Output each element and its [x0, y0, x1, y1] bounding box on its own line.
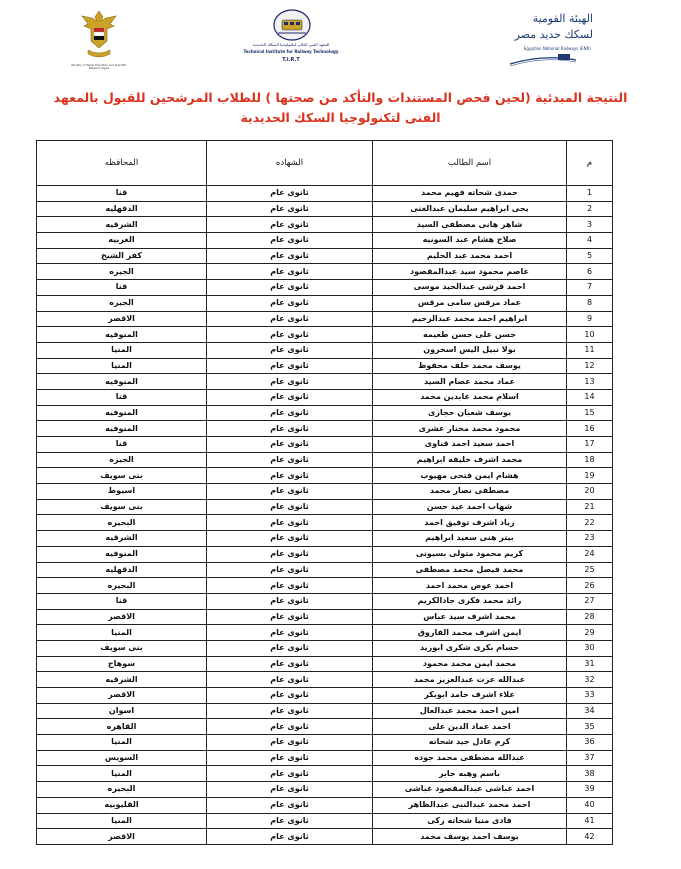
governorate-cell: قنا [37, 389, 207, 405]
certificate-cell: ثانوى عام [207, 484, 373, 500]
student-name-cell: احمد قرشى عبدالحيد موسى [373, 280, 567, 296]
table-row [37, 797, 613, 813]
table-row [37, 750, 613, 766]
certificate-cell: ثانوى عام [207, 640, 373, 656]
student-name-cell: محمد فيصل محمد مصطفى [373, 562, 567, 578]
table-row [37, 546, 613, 562]
student-name-cell: ايمن اشرف محمد الفاروق [373, 625, 567, 641]
table-row [37, 640, 613, 656]
governorate-cell: قنا [37, 593, 207, 609]
certificate-cell: ثانوى عام [207, 766, 373, 782]
certificate-cell: ثانوى عام [207, 468, 373, 484]
row-number-cell: 24 [567, 546, 613, 562]
row-number-cell: 35 [567, 719, 613, 735]
table-row [37, 656, 613, 672]
certificate-cell: ثانوى عام [207, 374, 373, 390]
table-row [37, 421, 613, 437]
governorate-cell: كفر الشيخ [37, 248, 207, 264]
table-row [37, 233, 613, 249]
student-name-cell: زياد اشرف توفيق احمد [373, 515, 567, 531]
governorate-cell: قنا [37, 280, 207, 296]
table-row [37, 719, 613, 735]
row-number-cell: 40 [567, 797, 613, 813]
row-number-cell: 23 [567, 531, 613, 547]
certificate-cell: ثانوى عام [207, 797, 373, 813]
row-number-cell: 26 [567, 578, 613, 594]
row-number-cell: 41 [567, 813, 613, 829]
table-row [37, 672, 613, 688]
student-name-cell: محمد اشرف خليفه ابراهيم [373, 452, 567, 468]
certificate-cell: ثانوى عام [207, 295, 373, 311]
table-row [37, 688, 613, 704]
governorate-cell: البحيره [37, 515, 207, 531]
row-number-cell: 21 [567, 499, 613, 515]
row-number-cell: 34 [567, 703, 613, 719]
table-body [37, 186, 613, 845]
institute-abbreviation: T.I.R.T [282, 57, 300, 63]
row-number-cell: 8 [567, 295, 613, 311]
table-row [37, 813, 613, 829]
table-row [37, 201, 613, 217]
row-number-cell: 27 [567, 593, 613, 609]
certificate-cell: ثانوى عام [207, 813, 373, 829]
certificate-cell: ثانوى عام [207, 311, 373, 327]
certificate-cell: ثانوى عام [207, 719, 373, 735]
certificate-cell: ثانوى عام [207, 233, 373, 249]
governorate-cell: القاهره [37, 719, 207, 735]
row-number-cell: 12 [567, 358, 613, 374]
certificate-cell: ثانوى عام [207, 593, 373, 609]
governorate-cell: الدقهليه [37, 201, 207, 217]
certificate-cell: ثانوى عام [207, 750, 373, 766]
governorate-cell: المنوفيه [37, 405, 207, 421]
table-row [37, 703, 613, 719]
student-name-cell: احمد عماد الدين على [373, 719, 567, 735]
row-number-cell: 25 [567, 562, 613, 578]
row-number-cell: 30 [567, 640, 613, 656]
egypt-eagle-logo [68, 6, 130, 76]
governorate-cell: الاقصر [37, 311, 207, 327]
student-name-cell: عبدالله عزت عبدالعزيز محمد [373, 672, 567, 688]
table-row [37, 327, 613, 343]
table-row [37, 311, 613, 327]
row-number-cell: 14 [567, 389, 613, 405]
certificate-cell: ثانوى عام [207, 342, 373, 358]
student-name-cell: حسن على حسن طعيمه [373, 327, 567, 343]
governorate-cell: الاقصر [37, 829, 207, 845]
certificate-cell: ثانوى عام [207, 782, 373, 798]
governorate-cell: اسوان [37, 703, 207, 719]
table-row [37, 217, 613, 233]
row-number-cell: 11 [567, 342, 613, 358]
railway-authority-logo [488, 6, 593, 76]
certificate-cell: ثانوى عام [207, 499, 373, 515]
row-number-cell: 13 [567, 374, 613, 390]
header-governorate: المحافظه [37, 141, 207, 186]
student-name-cell: ابراهيم احمد محمد عبدالرحيم [373, 311, 567, 327]
governorate-cell: الجيزه [37, 264, 207, 280]
header-number: م [567, 141, 613, 186]
table-row [37, 405, 613, 421]
certificate-cell: ثانوى عام [207, 358, 373, 374]
certificate-cell: ثانوى عام [207, 578, 373, 594]
governorate-cell: سوهاج [37, 656, 207, 672]
governorate-cell: اسيوط [37, 484, 207, 500]
railway-logo-english: Egyptian National Railways (ENR) [523, 46, 591, 51]
row-number-cell: 31 [567, 656, 613, 672]
student-name-cell: اسلام محمد عابدين محمد [373, 389, 567, 405]
student-name-cell: محمود محمد مختار عشرى [373, 421, 567, 437]
certificate-cell: ثانوى عام [207, 829, 373, 845]
student-name-cell: احمد محمد عبدالنبى عبدالظاهر [373, 797, 567, 813]
institute-logo [232, 6, 350, 76]
table-row [37, 735, 613, 751]
student-name-cell: باسم وهبه جابر [373, 766, 567, 782]
certificate-cell: ثانوى عام [207, 703, 373, 719]
row-number-cell: 17 [567, 437, 613, 453]
governorate-cell: بنى سويف [37, 468, 207, 484]
governorate-cell: الشرقيه [37, 217, 207, 233]
certificate-cell: ثانوى عام [207, 405, 373, 421]
table-row [37, 562, 613, 578]
governorate-cell: الشرقيه [37, 531, 207, 547]
row-number-cell: 19 [567, 468, 613, 484]
railway-logo-line1: الهيئة القومية [532, 12, 593, 25]
row-number-cell: 37 [567, 750, 613, 766]
student-name-cell: رائد محمد فكرى جادالكريم [373, 593, 567, 609]
student-name-cell: يوسف محمد خلف محفوظ [373, 358, 567, 374]
governorate-cell: الغربيه [37, 233, 207, 249]
certificate-cell: ثانوى عام [207, 735, 373, 751]
row-number-cell: 39 [567, 782, 613, 798]
row-number-cell: 1 [567, 186, 613, 202]
certificate-cell: ثانوى عام [207, 625, 373, 641]
student-name-cell: بولا نبيل اليس اسخرون [373, 342, 567, 358]
row-number-cell: 36 [567, 735, 613, 751]
row-number-cell: 15 [567, 405, 613, 421]
row-number-cell: 5 [567, 248, 613, 264]
document-title-line2: الفنى لتكنولوجيا السكك الحديدية [240, 110, 441, 125]
student-name-cell: محمد اشرف سيد عباس [373, 609, 567, 625]
governorate-cell: المنوفيه [37, 327, 207, 343]
row-number-cell: 18 [567, 452, 613, 468]
train-emblem-icon [272, 8, 312, 42]
eagle-emblem-icon [80, 8, 118, 60]
table-row [37, 829, 613, 845]
institute-name-english: Technical Institute for Railway Technology [243, 49, 339, 54]
governorate-cell: بنى سويف [37, 499, 207, 515]
governorate-cell: البحيره [37, 782, 207, 798]
row-number-cell: 9 [567, 311, 613, 327]
governorate-cell: المنوفيه [37, 546, 207, 562]
table-row [37, 437, 613, 453]
certificate-cell: ثانوى عام [207, 280, 373, 296]
certificate-cell: ثانوى عام [207, 201, 373, 217]
certificate-cell: ثانوى عام [207, 531, 373, 547]
student-name-cell: احمد محمد عبد الحليم [373, 248, 567, 264]
certificate-cell: ثانوى عام [207, 186, 373, 202]
document-title-line1: النتيجة المبدئية (لحين فحص المستندات والتأكد من صحتها ) للطلاب المرشحين للقبول بالمعهد [53, 90, 628, 105]
student-name-cell: احمد سعيد احمد قناوى [373, 437, 567, 453]
governorate-cell: السويس [37, 750, 207, 766]
governorate-cell: المنيا [37, 766, 207, 782]
student-name-cell: احمد غباشى عبدالمقصود غباشى [373, 782, 567, 798]
student-name-cell: بيتر هنى سعيد ابراهيم [373, 531, 567, 547]
certificate-cell: ثانوى عام [207, 609, 373, 625]
certificate-cell: ثانوى عام [207, 327, 373, 343]
student-name-cell: يوسف شعبان حجازى [373, 405, 567, 421]
railway-logo-line2: لسكك حديد مصر [514, 28, 593, 41]
student-name-cell: احمد عوض محمد احمد [373, 578, 567, 594]
table-row [37, 609, 613, 625]
student-name-cell: حمدى شحاته فهيم محمد [373, 186, 567, 202]
certificate-cell: ثانوى عام [207, 217, 373, 233]
row-number-cell: 16 [567, 421, 613, 437]
student-name-cell: كرم عادل جيد شحاته [373, 735, 567, 751]
results-table [36, 140, 613, 845]
egypt-logo-caption: Ministry of Higher Education and Scientific Research Egypt [71, 64, 127, 70]
certificate-cell: ثانوى عام [207, 672, 373, 688]
table-row [37, 625, 613, 641]
certificate-cell: ثانوى عام [207, 437, 373, 453]
student-name-cell: كريم محمود متولى بسيونى [373, 546, 567, 562]
student-name-cell: يوسف احمد يوسف محمد [373, 829, 567, 845]
table-row [37, 389, 613, 405]
table-row [37, 578, 613, 594]
table-row [37, 186, 613, 202]
certificate-cell: ثانوى عام [207, 562, 373, 578]
student-name-cell: صلاح هشام عبد السونيه [373, 233, 567, 249]
governorate-cell: قنا [37, 186, 207, 202]
row-number-cell: 28 [567, 609, 613, 625]
certificate-cell: ثانوى عام [207, 546, 373, 562]
certificate-cell: ثانوى عام [207, 515, 373, 531]
row-number-cell: 3 [567, 217, 613, 233]
table-row [37, 468, 613, 484]
row-number-cell: 6 [567, 264, 613, 280]
certificate-cell: ثانوى عام [207, 421, 373, 437]
table-row [37, 248, 613, 264]
student-name-cell: يحى ابراهيم سليمان عبدالغنى [373, 201, 567, 217]
governorate-cell: المنيا [37, 813, 207, 829]
governorate-cell: الدقهليه [37, 562, 207, 578]
governorate-cell: الاقصر [37, 688, 207, 704]
governorate-cell: المنوفيه [37, 421, 207, 437]
table-row [37, 342, 613, 358]
row-number-cell: 7 [567, 280, 613, 296]
certificate-cell: ثانوى عام [207, 656, 373, 672]
student-name-cell: شاهر هانى مصطفى السيد [373, 217, 567, 233]
governorate-cell: الجيزه [37, 295, 207, 311]
governorate-cell: المنيا [37, 358, 207, 374]
row-number-cell: 29 [567, 625, 613, 641]
student-name-cell: فادى منيا شحاته زكى [373, 813, 567, 829]
certificate-cell: ثانوى عام [207, 248, 373, 264]
row-number-cell: 22 [567, 515, 613, 531]
table-row [37, 766, 613, 782]
governorate-cell: المنيا [37, 342, 207, 358]
governorate-cell: المنوفيه [37, 374, 207, 390]
row-number-cell: 10 [567, 327, 613, 343]
row-number-cell: 38 [567, 766, 613, 782]
governorate-cell: الجيزه [37, 452, 207, 468]
table-header-row [37, 141, 613, 186]
table-row [37, 264, 613, 280]
governorate-cell: الاقصر [37, 609, 207, 625]
table-row [37, 782, 613, 798]
student-name-cell: حسام بكرى شكرى ابوزيد [373, 640, 567, 656]
student-name-cell: هشام ايمن فتحى مهيوب [373, 468, 567, 484]
row-number-cell: 42 [567, 829, 613, 845]
governorate-cell: بنى سويف [37, 640, 207, 656]
student-name-cell: عاصم محمود سيد عبدالمقصود [373, 264, 567, 280]
student-name-cell: عبدالله مصطفى محمد جوده [373, 750, 567, 766]
governorate-cell: القليوبيه [37, 797, 207, 813]
governorate-cell: البحيره [37, 578, 207, 594]
table-row [37, 452, 613, 468]
certificate-cell: ثانوى عام [207, 452, 373, 468]
row-number-cell: 32 [567, 672, 613, 688]
student-name-cell: امين احمد محمد عبدالعال [373, 703, 567, 719]
student-name-cell: شهاب احمد عيد حسن [373, 499, 567, 515]
governorate-cell: الشرقيه [37, 672, 207, 688]
train-track-icon [508, 52, 578, 68]
certificate-cell: ثانوى عام [207, 389, 373, 405]
table-row [37, 484, 613, 500]
governorate-cell: قنا [37, 437, 207, 453]
row-number-cell: 20 [567, 484, 613, 500]
student-name-cell: عماد مرقس سامى مرقس [373, 295, 567, 311]
student-name-cell: محمد ايمن محمد محمود [373, 656, 567, 672]
table-row [37, 531, 613, 547]
header-certificate: الشهاده [207, 141, 373, 186]
table-row [37, 499, 613, 515]
table-row [37, 280, 613, 296]
student-name-cell: مصطفى نصار محمد [373, 484, 567, 500]
row-number-cell: 4 [567, 233, 613, 249]
governorate-cell: المنيا [37, 625, 207, 641]
row-number-cell: 2 [567, 201, 613, 217]
certificate-cell: ثانوى عام [207, 264, 373, 280]
row-number-cell: 33 [567, 688, 613, 704]
table-row [37, 593, 613, 609]
student-name-cell: عماد محمد عصام السيد [373, 374, 567, 390]
header-student-name: اسم الطالب [373, 141, 567, 186]
table-row [37, 295, 613, 311]
table-row [37, 358, 613, 374]
table-row [37, 374, 613, 390]
institute-name-arabic: المعهد الفني العالى لتكنولوجيا السكك الحديدية [252, 42, 330, 47]
governorate-cell: المنيا [37, 735, 207, 751]
certificate-cell: ثانوى عام [207, 688, 373, 704]
student-name-cell: علاء اشرف حامد ابوبكر [373, 688, 567, 704]
table-row [37, 515, 613, 531]
